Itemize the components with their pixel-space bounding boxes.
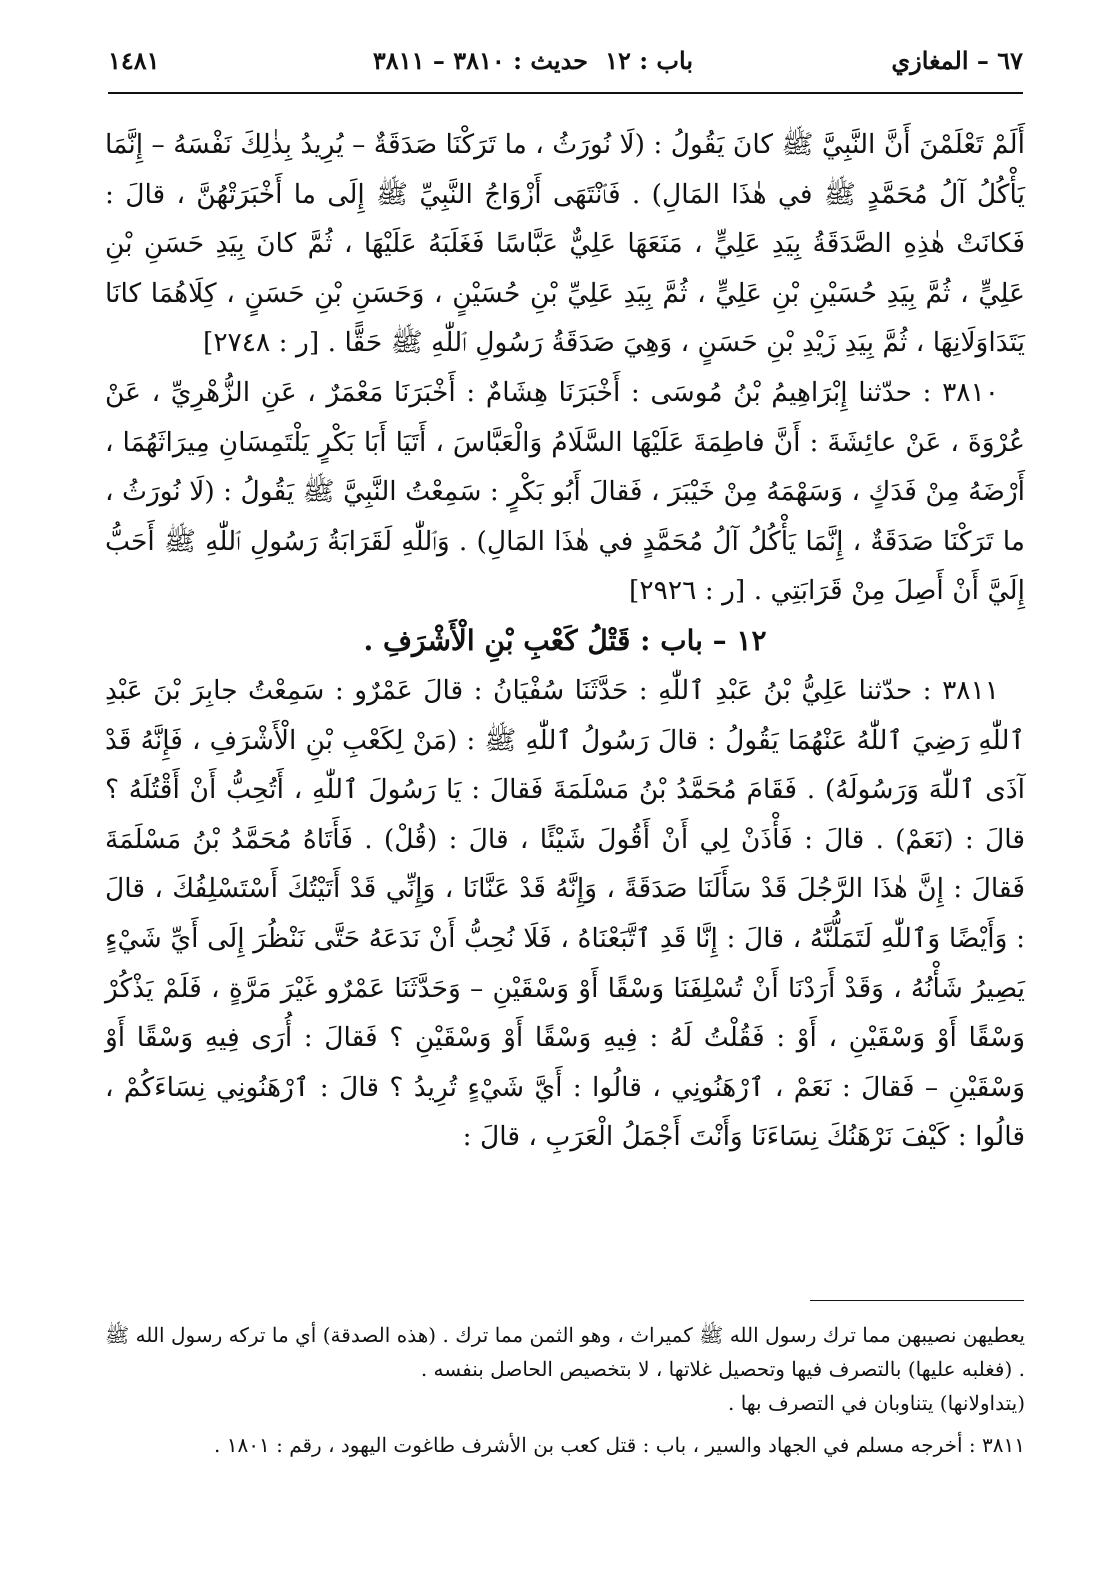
- paragraph: [105, 120, 1025, 368]
- hadith-3811: ٣٨١١ : حدّثنا عَلِيُّ بْنُ عَبْدِ ٱللّٰهِ : حَدَّثَنَا سُفْيَانُ : قالَ عَمْرٌو : سَمِعْتُ جابِرَ بْنَ عَبْدِ ٱللّٰهِ رَضِيَ ٱللّٰهُ عَنْهُمَا يَقُولُ : قالَ رَسُولُ ٱللّٰهِ ﷺ : (مَنْ لِكَعْبِ بْنِ الْأَشْرَفِ ، فَإِنَّهُ قَدْ آذَى ٱللّٰهَ وَرَسُولَهُ) . فَقَامَ مُحَمَّدُ بْنُ مَسْلَمَةَ فَقالَ : يَا رَسُولَ ٱللّٰهِ ، أَتُحِبُّ أَنْ أَقْتُلَهُ ؟ قالَ : (نَعَمْ) . قالَ : فَأْذَنْ لِي أَنْ أَقُولَ شَيْئًا ، قالَ : (قُلْ) . فَأَتَاهُ مُحَمَّدُ بْنُ مَسْلَمَةَ فَقالَ : إِنَّ هٰذَا الرَّجُلَ قَدْ سَأَلَنَا صَدَقَةً ، وَإِنَّهُ قَدْ عَنَّانَا ، وَإِنِّي قَدْ أَتَيْتُكَ أَسْتَسْلِفُكَ ، قالَ : وَأَيْضًا وَٱللّٰهِ لَتَمَلُّنَّهُ ، قالَ : إِنَّا قَدِ ٱتَّبَعْنَاهُ ، فَلَا نُحِبُّ أَنْ نَدَعَهُ حَتَّى نَنْظُرَ إِلَى أَيِّ شَيْءٍ يَصِيرُ شَأْنُهُ ، وَقَدْ أَرَدْنَا أَنْ تُسْلِفَنَا وَسْقًا أَوْ وَسْقَيْنِ – وَحَدَّثَنَا عَمْرٌو غَيْرَ مَرَّةٍ ، فَلَمْ يَذْكُرْ وَسْقًا أَوْ وَسْقَيْنِ ، أَوْ : فَقُلْتُ لَهُ : فِيهِ وَسْقًا أَوْ وَسْقَيْنِ ؟ فَقالَ : أُرَى فِيهِ وَسْقًا أَوْ وَسْقَيْنِ – فَقالَ : نَعَمْ ، ٱرْهَنُونِي ، قالُوا : أَيَّ شَيْءٍ تُرِيدُ ؟ قالَ : ٱرْهَنُونِي نِسَاءَكُمْ ، قالُوا : كَيْفَ نَرْهَنُكَ نِسَاءَنَا وَأَنْتَ أَجْمَلُ الْعَرَبِ ، قالَ :: [105, 674, 1025, 1153]
- hadith-3810: [105, 368, 1025, 616]
- footnotes: [105, 1318, 1025, 1462]
- paragraph-text: ٣٨١٠ : حدّثنا إِبْرَاهِيمُ بْنُ مُوسَى : أَخْبَرَنَا هِشَامٌ : أَخْبَرَنَا مَعْمَرٌ ، عَنِ الزُّهْرِيِّ ، عَنْ عُرْوَةَ ، عَنْ عائِشَةَ : أَنَّ فاطِمَةَ عَلَيْهَا السَّلَامُ وَالْعَبَّاسَ ، أَتَيَا أَبَا بَكْرٍ يَلْتَمِسَانِ مِيرَاثَهُمَا ، أَرْضَهُ مِنْ فَدَكٍ ، وَسَهْمَهُ مِنْ خَيْبَرَ ، فَقالَ أَبُو بَكْرٍ : سَمِعْتُ النَّبِيَّ ﷺ يَقُولُ : (لَا نُورَثُ ، ما تَرَكْنَا صَدَقَةٌ ، إِنَّمَا يَأْكُلُ آلُ مُحَمَّدٍ في هٰذَا المَالِ) . وَٱللّٰهِ لَقَرَابَةُ رَسُولِ ٱللّٰهِ ﷺ أَحَبُّ إِلَيَّ أَنْ أَصِلَ مِنْ قَرَابَتِي .: [105, 376, 1025, 607]
- chapter-title: ١٢ – باب : قَتْلُ كَعْبِ بْنِ الْأَشْرَفِ .: [363, 623, 767, 657]
- footnote: (يتداولانها) يتناوبان في التصرف بها .: [728, 1391, 1025, 1415]
- hadith-range: حديث : ٣٨١٠ – ٣٨١١: [372, 46, 588, 75]
- cross-reference: [ر : ٢٧٤٨]: [202, 327, 320, 359]
- footnote: يعطيهن نصيبهن مما ترك رسول الله ﷺ كميراث ، وهو الثمن مما ترك . (هذه الصدقة) أي ما تركه رسول الله ﷺ . (فغلبه عليها) بالتصرف فيها وتحصيل غلاتها ، لا بتخصيص الحاصل بنفسه .: [105, 1323, 1025, 1381]
- main-text: [105, 120, 1025, 1162]
- bab-number: باب : ١٢: [605, 46, 693, 75]
- footnote-hadith-3811: ٣٨١١ : أخرجه مسلم في الجهاد والسير ، باب : قتل كعب بن الأشرف طاغوت اليهود ، رقم : ١٨٠١ .: [214, 1433, 1025, 1457]
- paragraph-text: أَلَمْ تَعْلَمْنَ أَنَّ النَّبِيَّ ﷺ كانَ يَقُولُ : (لَا نُورَثُ ، ما تَرَكْنَا صَدَقَةٌ – يُرِيدُ بِذٰلِكَ نَفْسَهُ – إِنَّمَا يَأْكُلُ آلُ مُحَمَّدٍ ﷺ في هٰذَا المَالِ) . فَٱنْتَهَى أَزْوَاجُ النَّبِيِّ ﷺ إِلَى ما أَخْبَرَتْهُنَّ ، قالَ : فَكانَتْ هٰذِهِ الصَّدَقَةُ بِيَدِ عَلِيٍّ ، مَنَعَهَا عَلِيٌّ عَبَّاسًا فَغَلَبَهُ عَلَيْهَا ، ثُمَّ كانَ بِيَدِ حَسَنِ بْنِ عَلِيٍّ ، ثُمَّ بِيَدِ حُسَيْنِ بْنِ عَلِيٍّ ، ثُمَّ بِيَدِ عَلِيِّ بْنِ حُسَيْنٍ ، وَحَسَنِ بْنِ حَسَنٍ ، كِلَاهُمَا كانَا يَتَدَاوَلَانِهَا ، ثُمَّ بِيَدِ زَيْدِ بْنِ حَسَنٍ ، وَهِيَ صَدَقَةُ رَسُولِ ٱللّٰهِ ﷺ حَقًّا .: [105, 129, 1025, 359]
- chapter-heading: ٦٧ – المغازي: [891, 46, 1023, 75]
- page-number: ١٤٨١: [108, 46, 160, 75]
- cross-reference: [ر : ٢٩٢٦]: [629, 575, 746, 607]
- running-header: [108, 46, 1023, 86]
- header-divider: [108, 92, 1023, 94]
- footnote-divider: [810, 1300, 1024, 1301]
